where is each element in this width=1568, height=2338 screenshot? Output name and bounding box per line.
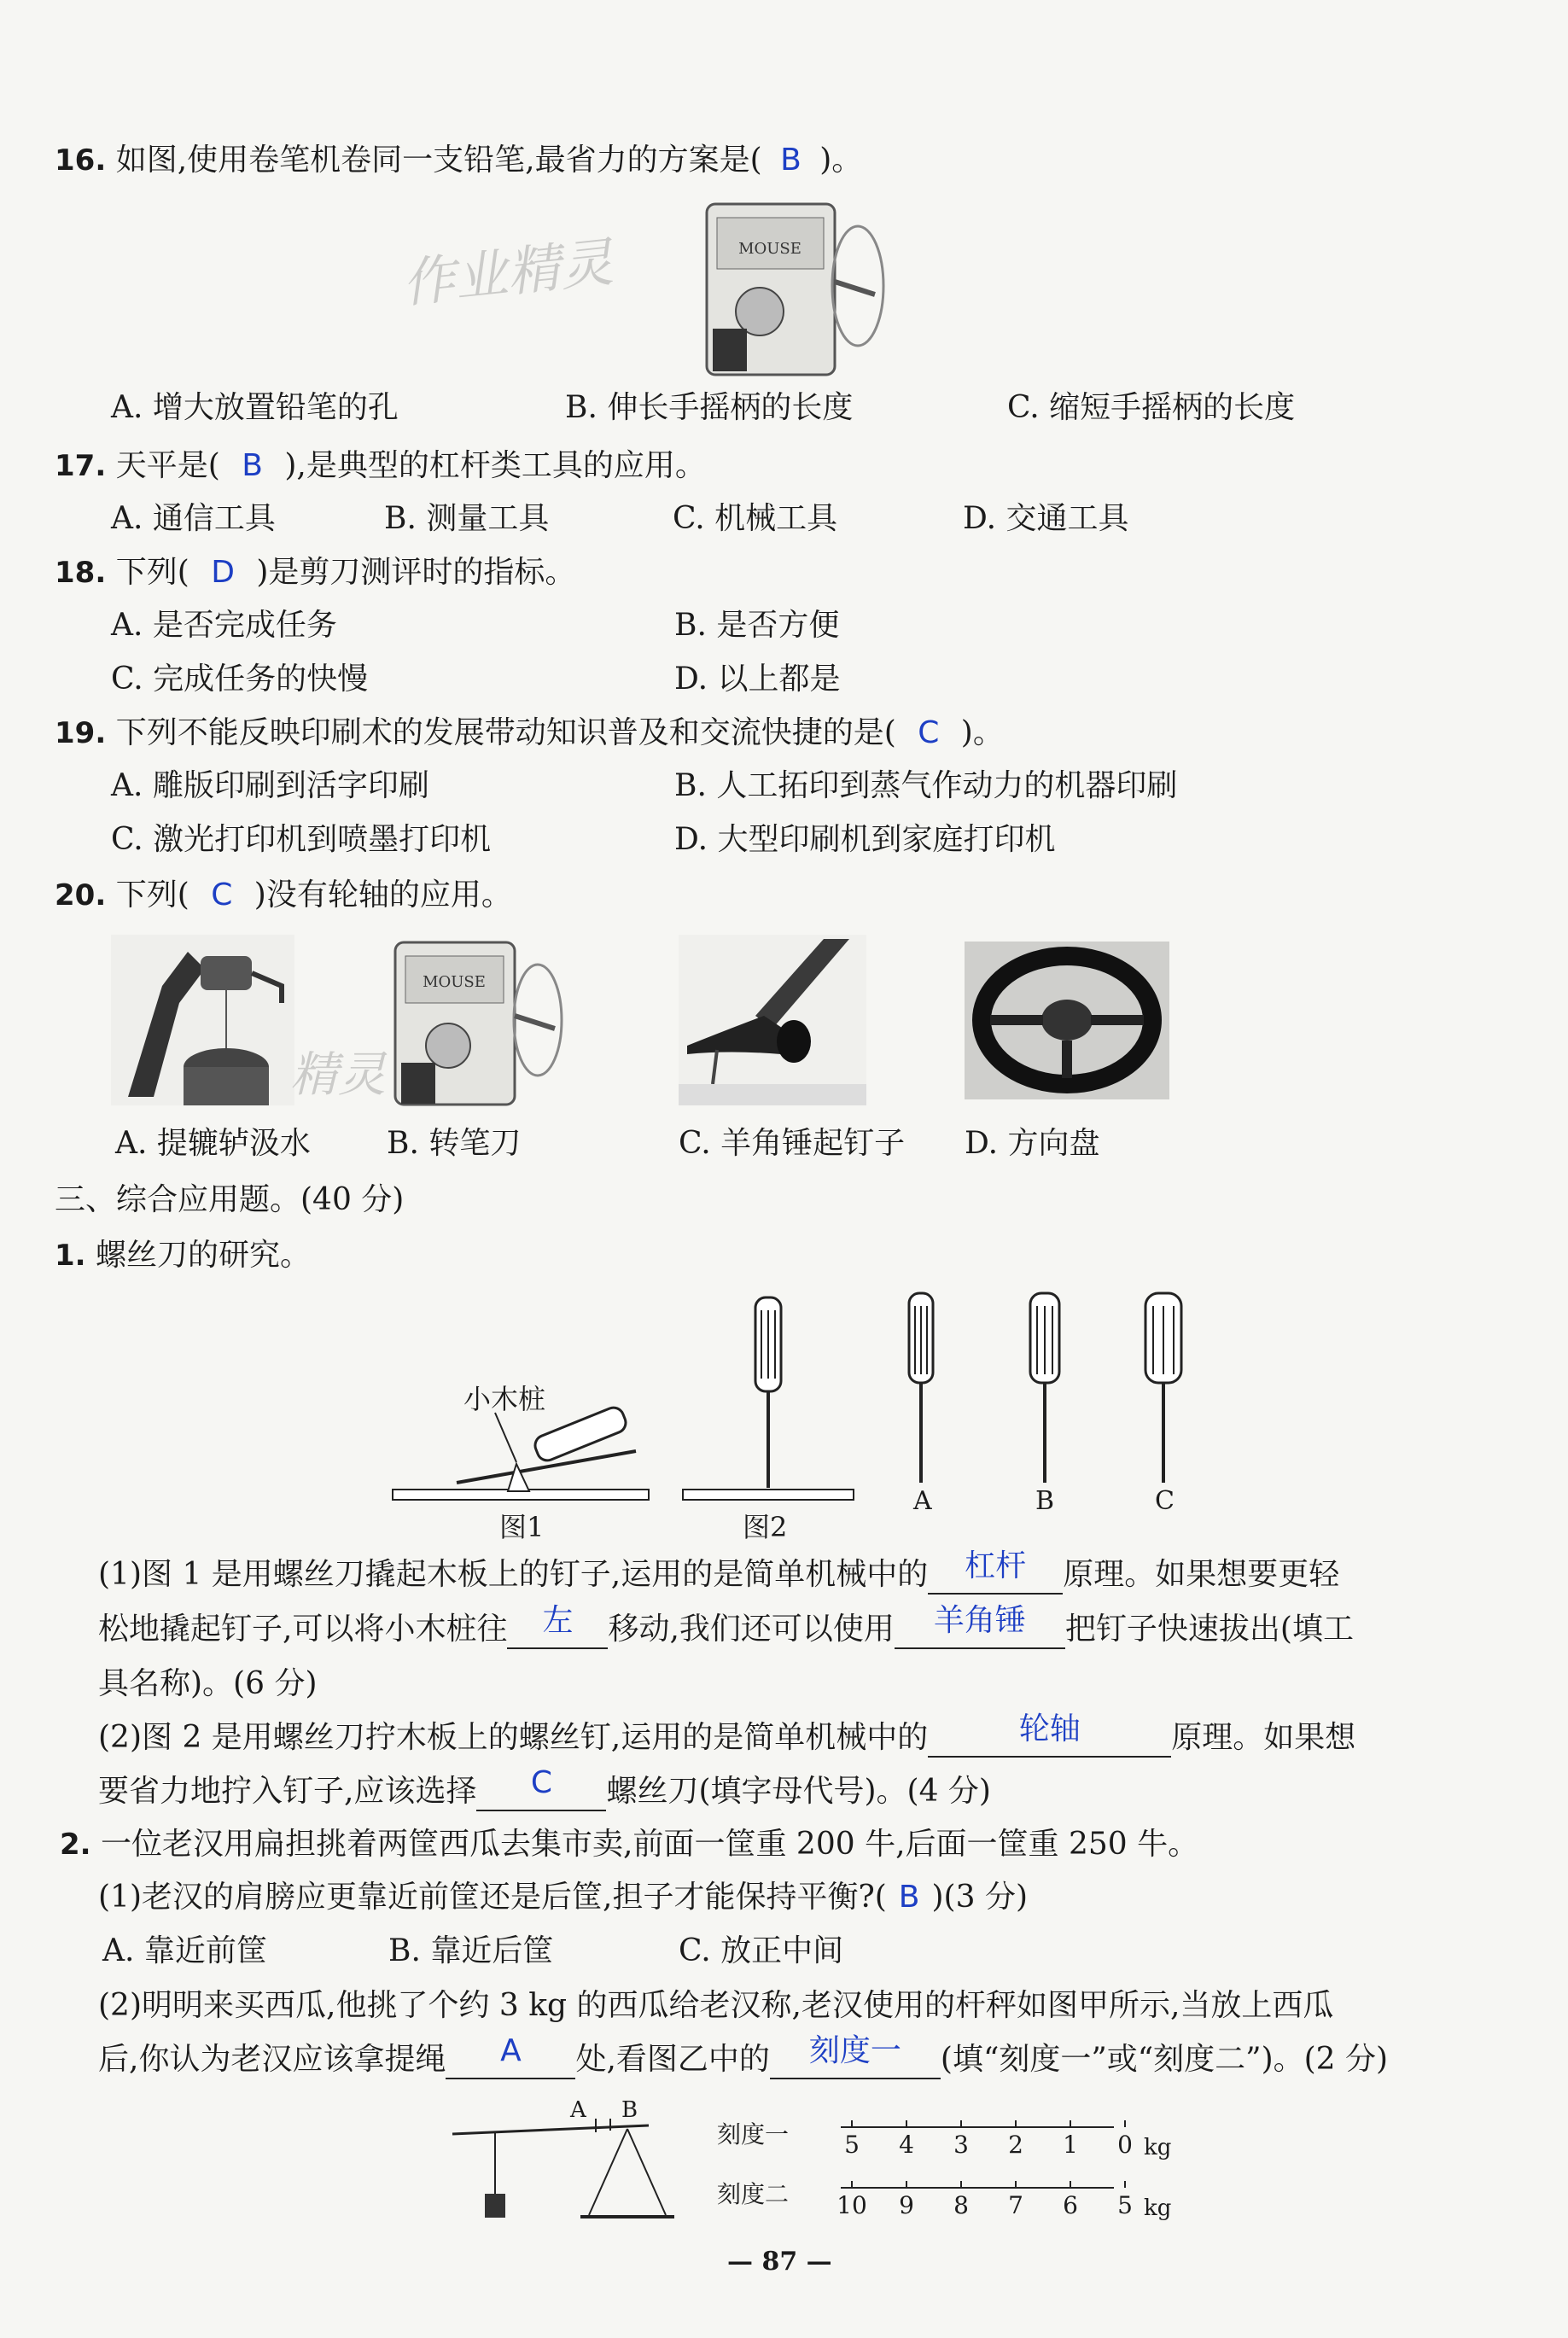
blank bbox=[476, 1765, 606, 1811]
scale-row2-tick-label: 7 bbox=[1008, 2191, 1023, 2219]
section-heading: 三、综合应用题。(40 分) bbox=[55, 1182, 405, 1217]
q16-option-b: B. 伸长手摇柄的长度 bbox=[565, 390, 854, 425]
q19-option-b: B. 人工拓印到蒸气作动力的机器印刷 bbox=[674, 768, 1178, 803]
blank bbox=[770, 2033, 941, 2079]
q18-option-b: B. 是否方便 bbox=[674, 608, 840, 643]
p2-option-a: A. 靠近前筐 bbox=[102, 1933, 267, 1968]
scale-row1-label: 刻度一 bbox=[717, 2120, 790, 2149]
q16-option-c: C. 缩短手摇柄的长度 bbox=[1007, 390, 1296, 425]
question-text-end: )没有轮轴的应用。 bbox=[254, 877, 512, 912]
question-text: 一位老汉用扁担挑着两筐西瓜去集市卖,前面一筐重 200 牛,后面一筐重 250 牛。 bbox=[101, 1827, 1199, 1862]
q16-option-a: A. 增大放置铅笔的孔 bbox=[111, 390, 399, 425]
q17-line bbox=[55, 446, 706, 486]
screwdriver-c-label: C bbox=[1155, 1486, 1175, 1516]
scale-row2-tick-label: 8 bbox=[953, 2191, 969, 2219]
q19-option-c: C. 激光打印机到喷墨打印机 bbox=[111, 822, 492, 857]
answer: 轮轴 bbox=[1018, 1711, 1081, 1746]
answer: 杠杆 bbox=[965, 1548, 1027, 1583]
q17-option-c: C. 机械工具 bbox=[673, 501, 838, 536]
screwdriver-a-label: A bbox=[913, 1486, 932, 1516]
scale-row2-label: 刻度二 bbox=[717, 2180, 790, 2208]
watermark: 作业精灵 bbox=[399, 230, 616, 315]
steering-wheel-image bbox=[965, 942, 1169, 1099]
answer: D bbox=[211, 555, 235, 590]
text: 把钉子快速拔出(填工 bbox=[1064, 1612, 1354, 1647]
question-number: 1. bbox=[55, 1239, 86, 1273]
text: 原理。如果想要更轻 bbox=[1063, 1557, 1340, 1592]
stake-label: 小木桩 bbox=[463, 1383, 546, 1415]
answer: B bbox=[898, 1880, 920, 1915]
scale-row2-tick-label: 6 bbox=[1063, 2191, 1078, 2219]
question-text-end: )。 bbox=[819, 143, 863, 178]
answer: C bbox=[211, 877, 233, 912]
scale-row1-tick-label: 5 bbox=[844, 2131, 860, 2159]
q20-option-c: C. 羊角锤起钉子 bbox=[679, 1126, 906, 1161]
answer: B bbox=[780, 143, 801, 178]
answer: 羊角锤 bbox=[933, 1603, 1026, 1638]
question-number: 19. bbox=[55, 716, 107, 750]
q19-line bbox=[55, 714, 1004, 753]
text: 原理。如果想 bbox=[1171, 1720, 1356, 1755]
q16-line bbox=[55, 141, 862, 180]
point-b-label: B bbox=[621, 2097, 638, 2123]
blank bbox=[895, 1603, 1065, 1649]
question-text-end: ),是典型的杠杆类工具的应用。 bbox=[284, 448, 706, 483]
q19-option-a: A. 雕版印刷到活字印刷 bbox=[111, 768, 429, 803]
blank bbox=[928, 1548, 1063, 1595]
windlass-image bbox=[111, 935, 294, 1105]
p1-q1-line2 bbox=[98, 1603, 1354, 1649]
screwdriver-figures bbox=[388, 1293, 1242, 1549]
blank bbox=[928, 1711, 1171, 1758]
question-title: 螺丝刀的研究。 bbox=[96, 1238, 312, 1273]
text: (填“刻度一”或“刻度二”)。(2 分) bbox=[940, 2042, 1389, 2077]
text: 移动,我们还可以使用 bbox=[608, 1612, 895, 1647]
p2-option-c: C. 放正中间 bbox=[679, 1933, 844, 1968]
question-text: 如图,使用卷笔机卷同一支铅笔,最省力的方案是( bbox=[115, 143, 762, 178]
q20-option-d: D. 方向盘 bbox=[965, 1126, 1100, 1161]
text: 松地撬起钉子,可以将小木桩往 bbox=[98, 1612, 508, 1647]
q18-option-d: D. 以上都是 bbox=[674, 662, 841, 697]
question-text: 下列( bbox=[115, 877, 189, 912]
text: (1)老汉的肩膀应更靠近前筐还是后筐,担子才能保持平衡?( bbox=[98, 1880, 887, 1915]
p2-option-b: B. 靠近后筐 bbox=[388, 1933, 554, 1968]
answer: C bbox=[918, 715, 940, 750]
q20-option-a: A. 提辘轳汲水 bbox=[115, 1126, 311, 1161]
q18-option-a: A. 是否完成任务 bbox=[111, 608, 337, 643]
question-text-end: )是剪刀测评时的指标。 bbox=[256, 555, 576, 590]
question-number: 17. bbox=[55, 449, 107, 483]
text: 后,你认为老汉应该拿提绳 bbox=[98, 2042, 446, 2077]
p1-q1-line1 bbox=[98, 1548, 1340, 1595]
scale-row2-tick-label: 9 bbox=[899, 2191, 914, 2219]
p1-title-line bbox=[55, 1236, 311, 1275]
q17-option-d: D. 交通工具 bbox=[963, 501, 1129, 536]
pencil-sharpener-image bbox=[700, 201, 896, 380]
text: 要省力地拧入钉子,应该选择 bbox=[98, 1774, 477, 1809]
p2-q2-line1: (2)明明来买西瓜,他挑了个约 3 kg 的西瓜给老汉称,老汉使用的杆秤如图甲所示,当放上西瓜 bbox=[98, 1988, 1334, 2023]
fig2-label: 图2 bbox=[743, 1511, 788, 1543]
p1-q2-line2 bbox=[98, 1765, 991, 1811]
question-number: 20. bbox=[55, 878, 107, 912]
question-number: 2. bbox=[60, 1828, 91, 1862]
scale-row2-tick-label: 10 bbox=[836, 2191, 867, 2219]
q18-option-c: C. 完成任务的快慢 bbox=[111, 662, 369, 697]
question-number: 16. bbox=[55, 143, 107, 178]
scale-row2-tick-label: 5 bbox=[1117, 2191, 1133, 2219]
answer: C bbox=[530, 1765, 553, 1800]
scale-row1-unit: kg bbox=[1144, 2135, 1172, 2160]
question-number: 18. bbox=[55, 556, 107, 590]
text: )(3 分) bbox=[931, 1880, 1028, 1915]
scale-row1-tick-label: 1 bbox=[1063, 2131, 1078, 2159]
steelyard-figures bbox=[444, 2097, 1172, 2245]
page-number: — 87 — bbox=[727, 2247, 832, 2277]
answer: 左 bbox=[542, 1603, 574, 1638]
screwdriver-b-label: B bbox=[1035, 1486, 1055, 1516]
q19-option-d: D. 大型印刷机到家庭打印机 bbox=[674, 822, 1056, 857]
text: (2)图 2 是用螺丝刀拧木板上的螺丝钉,运用的是简单机械中的 bbox=[98, 1720, 929, 1755]
q17-option-b: B. 测量工具 bbox=[384, 501, 550, 536]
question-text: 天平是( bbox=[115, 448, 220, 483]
blank bbox=[507, 1603, 608, 1649]
p2-q1-line bbox=[98, 1878, 1028, 1917]
brand-label: MOUSE bbox=[423, 973, 486, 991]
question-text: 下列( bbox=[115, 555, 189, 590]
text: (1)图 1 是用螺丝刀撬起木板上的钉子,运用的是简单机械中的 bbox=[98, 1557, 929, 1592]
answer: A bbox=[500, 2033, 522, 2068]
q17-option-a: A. 通信工具 bbox=[111, 501, 276, 536]
question-text: 下列不能反映印刷术的发展带动知识普及和交流快捷的是( bbox=[115, 715, 896, 750]
p2-q2-line2 bbox=[98, 2033, 1389, 2079]
fig1-label: 图1 bbox=[499, 1511, 545, 1543]
question-text-end: )。 bbox=[960, 715, 1004, 750]
p1-q1-line3: 具名称)。(6 分) bbox=[98, 1666, 318, 1701]
answer: B bbox=[242, 448, 263, 483]
q18-line bbox=[55, 553, 575, 592]
p1-q2-line1 bbox=[98, 1711, 1356, 1758]
point-a-label: A bbox=[570, 2097, 586, 2123]
scale-row2-unit: kg bbox=[1144, 2195, 1172, 2221]
answer: 刻度一 bbox=[808, 2033, 901, 2068]
scale-row1-tick-label: 2 bbox=[1008, 2131, 1023, 2159]
q20-option-b: B. 转笔刀 bbox=[387, 1126, 522, 1161]
scale-row1-tick-label: 3 bbox=[953, 2131, 969, 2159]
blank bbox=[446, 2033, 575, 2079]
text: 处,看图乙中的 bbox=[575, 2042, 770, 2077]
scale-row1-tick-label: 4 bbox=[899, 2131, 914, 2159]
text: 螺丝刀(填字母代号)。(4 分) bbox=[606, 1774, 991, 1809]
watermark: 精灵 bbox=[290, 1047, 386, 1103]
scale-row1-tick-label: 0 bbox=[1117, 2131, 1133, 2159]
brand-label: MOUSE bbox=[738, 240, 801, 258]
pencil-sharpener-image-2 bbox=[388, 939, 572, 1110]
p2-title-line bbox=[60, 1825, 1198, 1864]
q20-line bbox=[55, 876, 512, 915]
claw-hammer-image bbox=[679, 935, 866, 1105]
